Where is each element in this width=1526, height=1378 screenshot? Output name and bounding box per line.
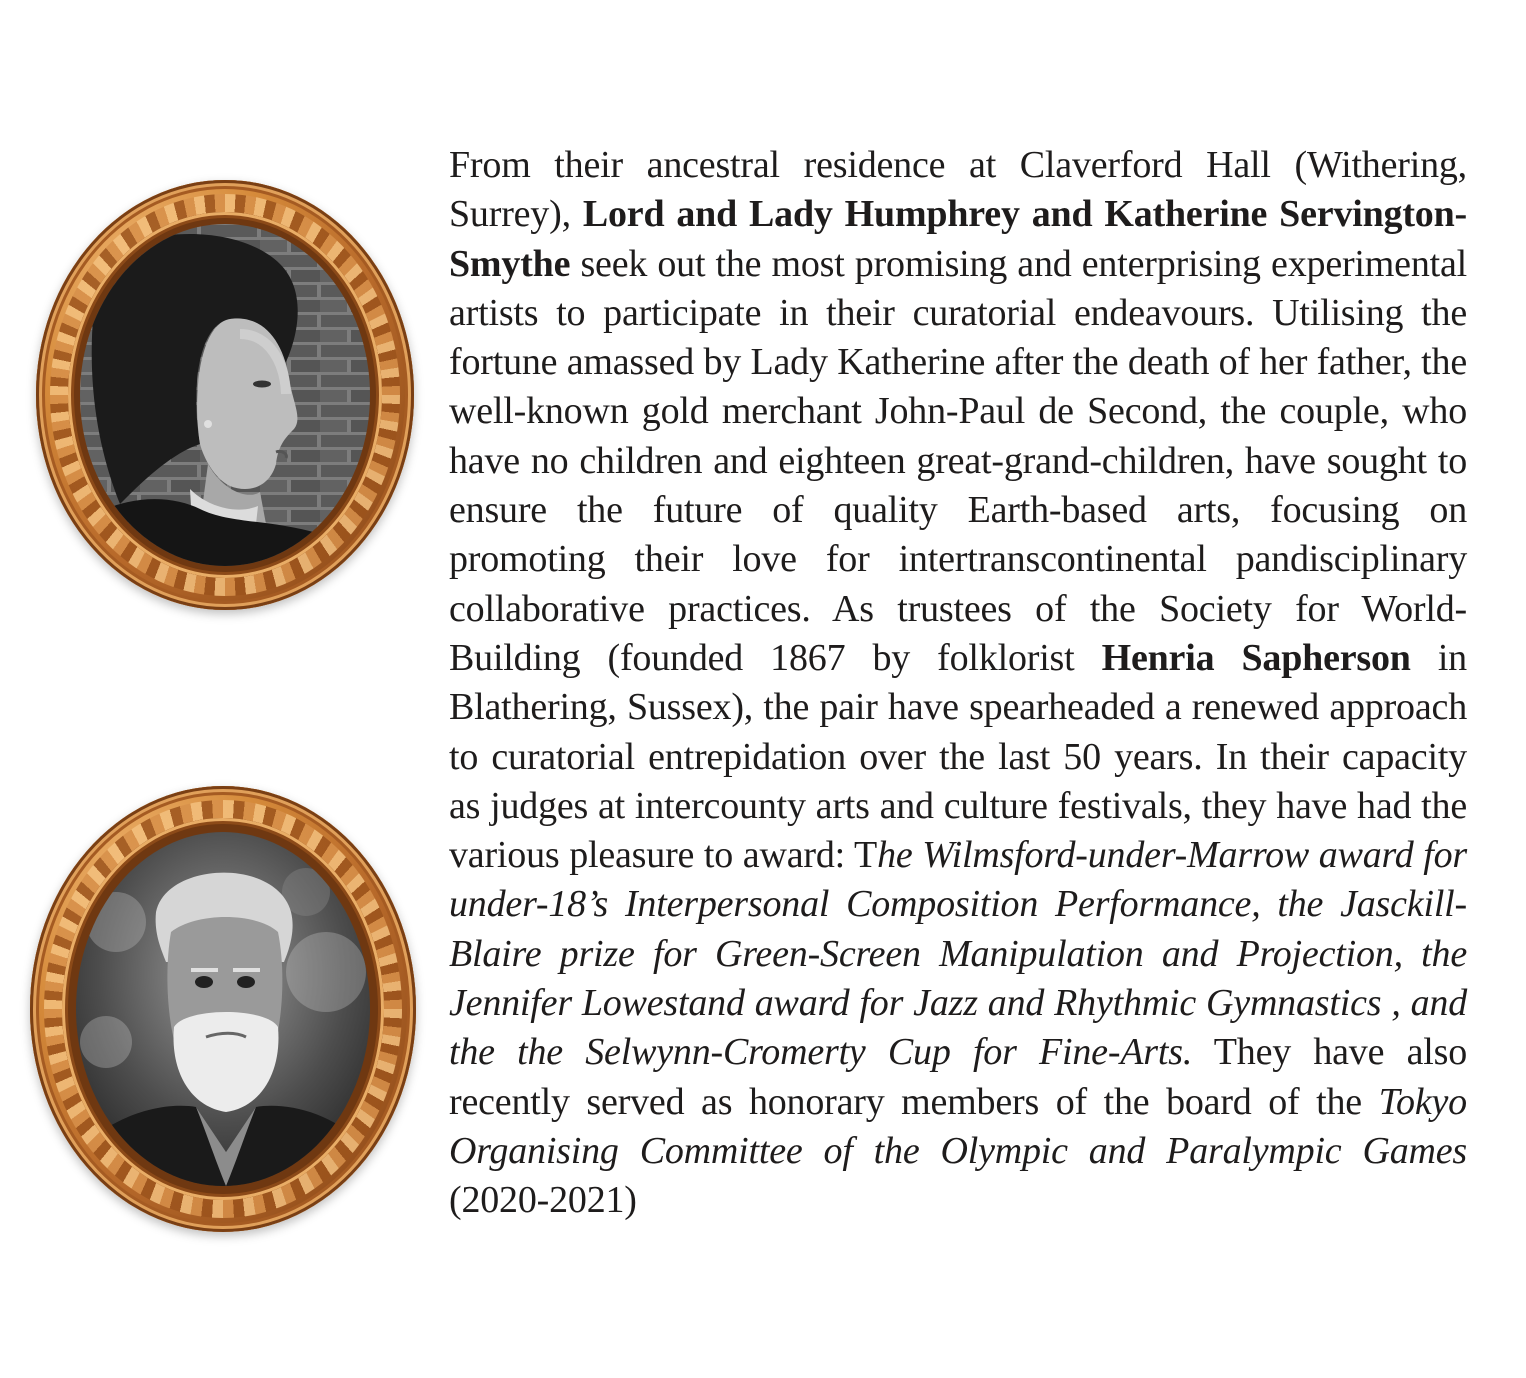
portrait-woman-icon <box>80 224 370 566</box>
bio-text-5: (2020-2021) <box>449 1179 637 1222</box>
portrait-humphrey <box>30 786 416 1232</box>
bio-committee-name: Tokyo Organising Committee of the Olympic and Paralympic Games <box>449 1080 1467 1172</box>
portrait-katherine <box>36 180 414 610</box>
portrait-man-icon <box>76 832 370 1186</box>
bio-text-4: They have also recently served as honorary members of the board of the <box>449 1031 1467 1123</box>
bio-name-henria-sapherson: Henria Sapherson <box>1101 636 1411 679</box>
bio-text-1: From their ancestral residence at Claverford Hall (Withering, Surrey), <box>449 144 1467 236</box>
bio-text-2: seek out the most promising and enterprising experimental artists to participate in their curatorial endeavours. Utilising the fortune amassed by Lady Katherine after the death of her father, the well-known gold merchant John-Paul de Second, the couple, who have no children and eighteen great-grand-children, have sought to ensure the future of quality Earth-based arts, focusing on promoting their love for intertranscontinental pandisciplinary collaborative practices. As trustees of the Society for World-Building (founded 1867 by folklorist <box>449 242 1467 679</box>
bio-text-3: in Blathering, Sussex), the pair have spearheaded a renewed approach to curatorial entrepidation over the last 50 years. In their capacity as judges at intercounty arts and culture festivals, they have had the various pleasure to award: T <box>449 636 1467 877</box>
bio-name-servington-smythe: Lord and Lady Humphrey and Katherine Servington-Smythe <box>449 193 1467 285</box>
biography-paragraph <box>449 141 1467 1226</box>
bio-awards-list: he Wilmsford-under-Marrow award for under-18’s Interpersonal Composition Performance, the Jasckill-Blaire prize for Green-Screen Manipulation and Projection, the Jennifer Lowestand award for Jazz and Rhythmic Gymnastics , and the the Selwynn-Cromerty Cup for Fine-Arts. <box>449 834 1467 1074</box>
